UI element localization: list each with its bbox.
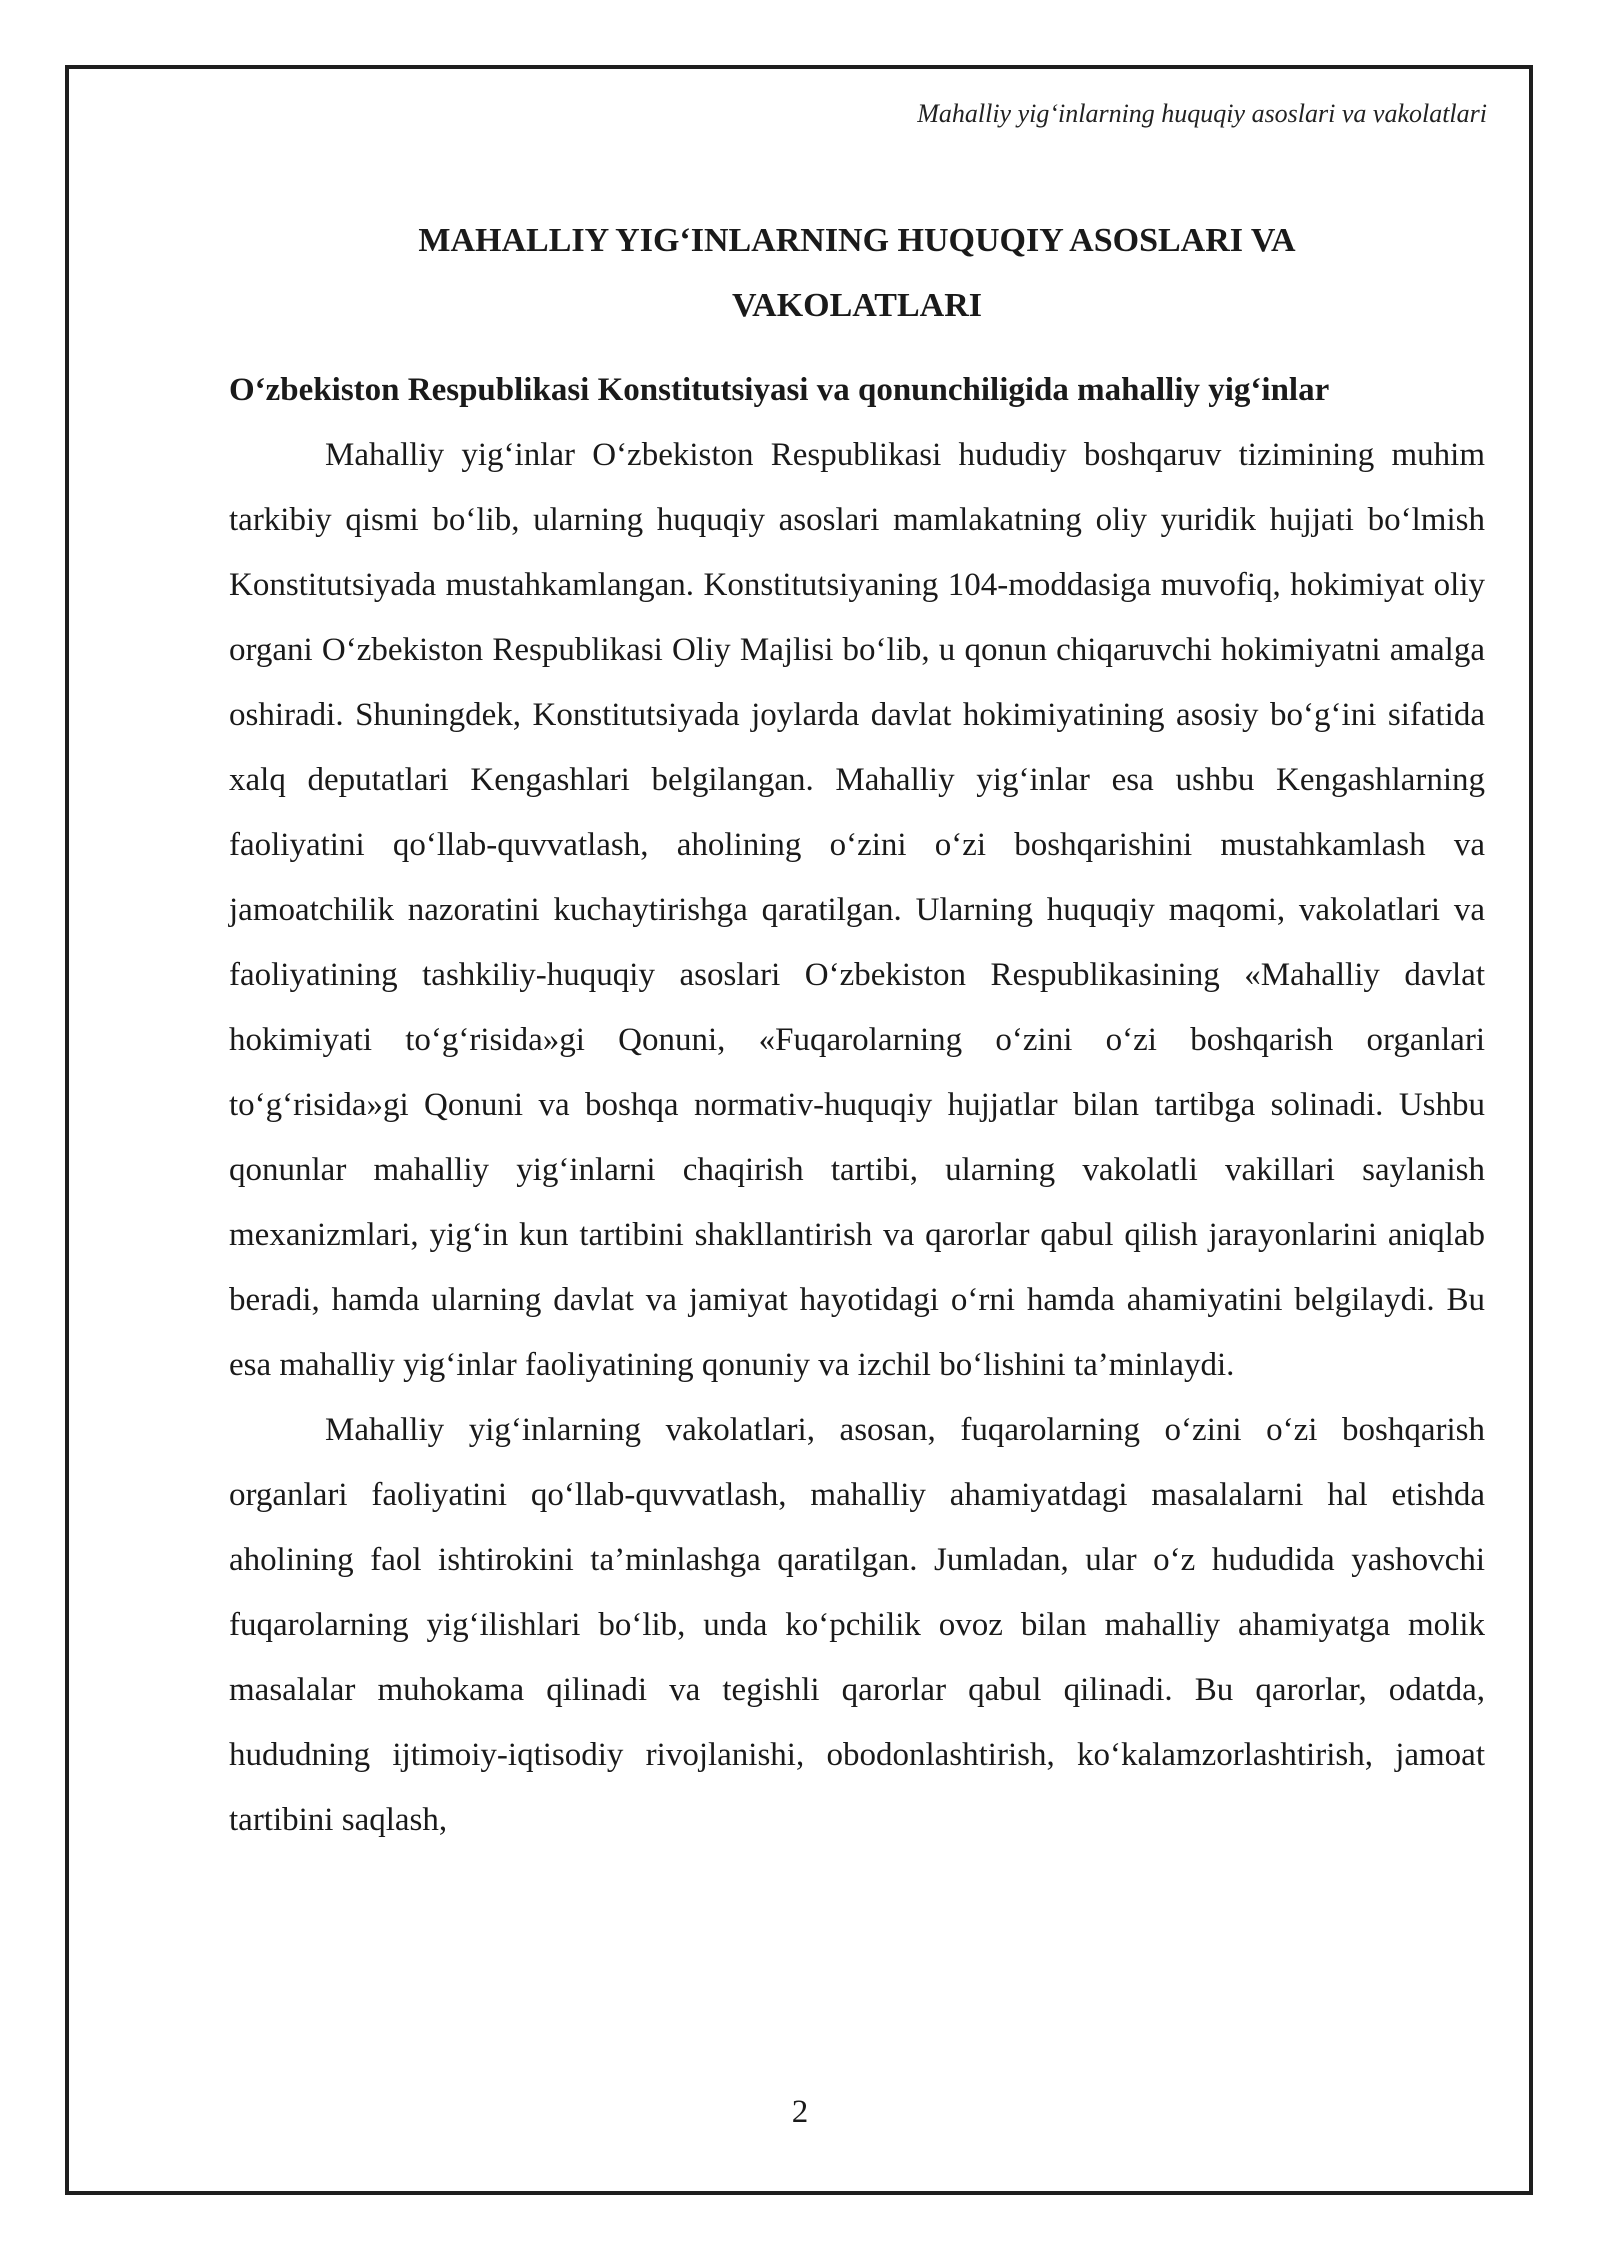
document-title-line-1: MAHALLIY YIG‘INLARNING HUQUQIY ASOSLARI VA <box>418 222 1296 259</box>
document-body <box>229 208 1485 1853</box>
paragraph-1: Mahalliy yig‘inlar O‘zbekiston Respublikasi hududiy boshqaruv tizimining muhim tarkibiy qismi bo‘lib, ularning huquqiy asoslari mamlakatning oliy yuridik hujjati bo‘lmish Konstitutsiyada mustahkamlangan. Konstitutsiyaning 104-moddasiga muvofiq, hokimiyat oliy organi O‘zbekiston Respublikasi Oliy Majlisi bo‘lib, u qonun chiqaruvchi hokimiyatni amalga oshiradi. Shuningdek, Konstitutsiyada joylarda davlat hokimiyatining asosiy bo‘g‘ini sifatida xalq deputatlari Kengashlari belgilangan. Mahalliy yig‘inlar esa ushbu Kengashlarning faoliyatini qo‘llab-quvvatlash, aholining o‘zini o‘zi boshqarishini mustahkamlash va jamoatchilik nazoratini kuchaytirishga qaratilgan. Ularning huquqiy maqomi, vakolatlari va faoliyatining tashkiliy-huquqiy asoslari O‘zbekiston Respublikasining «Mahalliy davlat hokimiyati to‘g‘risida»gi Qonuni, «Fuqarolarning o‘zini o‘zi boshqarish organlari to‘g‘risida»gi Qonuni va boshqa normativ-huquqiy hujjatlar bilan tartibga solinadi. Ushbu qonunlar mahalliy yig‘inlarni chaqirish tartibi, ularning vakolatli vakillari saylanish mexanizmlari, yig‘in kun tartibini shakllantirish va qarorlar qabul qilish jarayonlarini aniqlab beradi, hamda ularning davlat va jamiyat hayotidagi o‘rni hamda ahamiyatini belgilaydi. Bu esa mahalliy yig‘inlar faoliyatining qonuniy va izchil bo‘lishini ta’minlaydi. <box>229 437 1485 1383</box>
paragraph-2: Mahalliy yig‘inlarning vakolatlari, asosan, fuqarolarning o‘zini o‘zi boshqarish organlari faoliyatini qo‘llab-quvvatlash, mahalliy ahamiyatdagi masalalarni hal etishda aholining faol ishtirokini ta’minlashga qaratilgan. Jumladan, ular o‘z hududida yashovchi fuqarolarning yig‘ilishlari bo‘lib, unda ko‘pchilik ovoz bilan mahalliy ahamiyatga molik masalalar muhokama qilinadi va tegishli qarorlar qabul qilinadi. Bu qarorlar, odatda, hududning ijtimoiy-iqtisodiy rivojlanishi, obodonlashtirish, ko‘kalamzorlashtirish, jamoat tartibini saqlash, <box>229 1412 1485 1838</box>
document-title-line-2: VAKOLATLARI <box>731 287 983 324</box>
running-header: Mahalliy yig‘inlarning huquqiy asoslari va vakolatlari <box>917 99 1487 128</box>
page-number: 2 <box>791 2094 809 2130</box>
section-heading: O‘zbekiston Respublikasi Konstitutsiyasi va qonunchiligida mahalliy yig‘inlar <box>229 372 1330 408</box>
document-title <box>229 208 1485 338</box>
